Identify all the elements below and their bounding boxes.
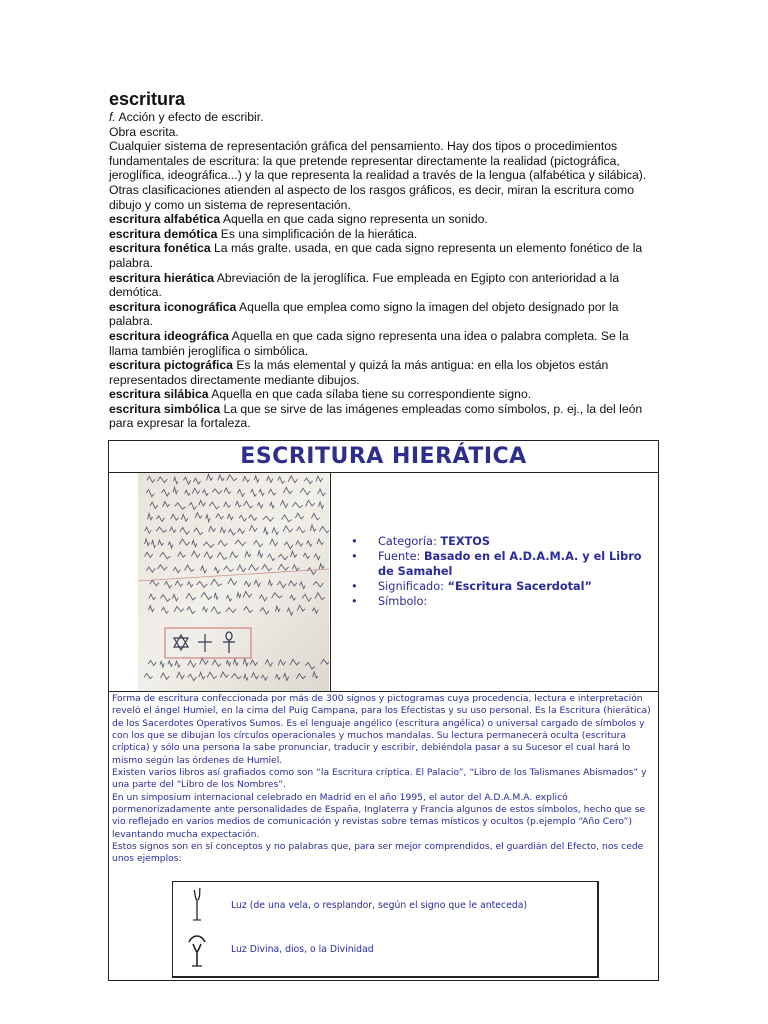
subentry-text: Abreviación de la jeroglífica. Fue empleada en Egipto con anterioridad a la demótica. bbox=[109, 270, 620, 300]
subentry-text: Aquella en que cada signo representa un sonido. bbox=[220, 212, 488, 227]
description-paragraph: Estos signos son en sí conceptos y no palabras que, para ser mejor comprendidos, el guardián del Efecto, nos cede unos ejemplos: bbox=[112, 841, 644, 865]
info-source bbox=[351, 549, 658, 579]
subentry bbox=[109, 241, 657, 270]
subentry bbox=[109, 271, 657, 300]
subentry-term: escritura hierática bbox=[109, 270, 215, 285]
subentry-term: escritura iconográfica bbox=[109, 299, 237, 314]
subentry-text: Es la más elemental y quizá la más antigua: en ella los objetos están representados directamente mediante dibujos. bbox=[109, 358, 609, 387]
subentry bbox=[109, 387, 657, 402]
light-glyph-icon bbox=[185, 886, 209, 924]
subentry bbox=[109, 227, 657, 242]
divine-light-glyph-icon bbox=[185, 932, 209, 970]
subentry-text: Aquella en que cada signo representa una idea o palabra completa. Se la llama también jeroglífica o simbólica. bbox=[109, 328, 629, 358]
card-header-row bbox=[109, 473, 658, 692]
hieratic-card bbox=[108, 440, 659, 981]
manuscript-image-cell bbox=[109, 473, 331, 691]
info-cell bbox=[331, 473, 658, 691]
info-value: TEXTOS bbox=[440, 535, 490, 548]
subentry-term: escritura ideográfica bbox=[109, 328, 229, 343]
entry-sense-3: Cualquier sistema de representación gráfica del pensamiento. Hay dos tipos o procedimientos fundamentales de escritura: la que pretende representar directamente la realidad (pictográfica, jeroglífica, ideográfica...) y la que representa la realidad a través de la lengua (alfabética y silábica). Otras clasificaciones atienden al aspecto de los rasgos gráficos, es decir, miran la escritura como dibujo y como un sistema de representación. bbox=[109, 139, 647, 212]
info-label: Categoría: bbox=[378, 535, 441, 548]
subentry-term: escritura pictográfica bbox=[109, 358, 233, 373]
subentry-term: escritura silábica bbox=[109, 387, 209, 402]
subentry-text: Es una simplificación de la hierática. bbox=[217, 226, 418, 241]
entry-gender: f. bbox=[109, 110, 116, 124]
entry-term: escritura bbox=[109, 89, 186, 109]
example-row bbox=[173, 932, 597, 972]
example-text: Luz Divina, dios, o la Divinidad bbox=[231, 944, 374, 955]
subentry bbox=[109, 402, 657, 431]
subentry-text: La más gralte. usada, en que cada signo representa un elemento fonético de la palabra. bbox=[109, 241, 643, 270]
info-meaning bbox=[351, 579, 658, 594]
subentry bbox=[109, 329, 657, 358]
subentry-text: Aquella que emplea como signo la imagen del objeto designado por la palabra. bbox=[109, 299, 619, 329]
entry-sense-1-text: Acción y efecto de escribir. bbox=[118, 110, 264, 124]
subentry bbox=[109, 358, 657, 387]
subentry-text: Aquella en que cada sílaba tiene su correspondiente signo. bbox=[208, 387, 532, 402]
dictionary-entry bbox=[109, 88, 657, 431]
info-value: Basado en el A.D.A.M.A. y el Libro de Samahel bbox=[378, 550, 642, 578]
info-value: “Escritura Sacerdotal” bbox=[447, 580, 592, 593]
description-paragraph: Forma de escritura confeccionada por más de 300 signos y pictogramas cuya procedencia, lectura e interpretación reveló el ángel Humiel, en la cima del Puig Campana, para los Efectistas y su uso personal. Es la Escritura (hierática) de los Sacerdotes Operativos Sumos. Es el lenguaje angélico (escritura angélica) o universal cargado de símbolos y con los que se dibujan los círculos operacionales y muchos mandalas. Su lectura permanecerá oculta (escritura críptica) y sólo una persona la sabe pronunciar, traducir y escribir, debiéndola pasar a su Sucesor el cual hará lo mismo según las órdenes de Humiel. bbox=[112, 693, 651, 766]
subentry bbox=[109, 300, 657, 329]
info-list bbox=[351, 534, 658, 609]
manuscript-photo bbox=[138, 473, 329, 691]
info-label: Fuente: bbox=[378, 550, 424, 563]
examples-table bbox=[172, 881, 599, 978]
entry-sense-2: Obra escrita. bbox=[109, 124, 179, 139]
info-label: Significado: bbox=[378, 580, 448, 593]
example-text: Luz (de una vela, o resplandor, según el signo que le anteceda) bbox=[231, 900, 528, 911]
subentry-term: escritura alfabética bbox=[109, 212, 221, 227]
card-title: ESCRITURA HIERÁTICA bbox=[109, 441, 658, 473]
info-label: Símbolo: bbox=[378, 595, 428, 608]
card-description bbox=[109, 692, 658, 866]
subentry bbox=[109, 212, 657, 227]
description-paragraph: En un simposium internacional celebrado en Madrid en el año 1995, el autor del A.D.A.M.A. explicó pormenorizadamente ante personalidades de España, Inglaterra y Francia algunos de estos símbolos, hecho que se vio reflejado en varios medios de comunicación y revistas sobre temas místicos y ocultos (p.ejemplo “Año Cero”) levantando mucha expectación. bbox=[112, 791, 646, 840]
example-row bbox=[173, 886, 597, 926]
entry-sense-1 bbox=[109, 110, 657, 125]
subentry-term: escritura demótica bbox=[109, 226, 218, 241]
description-paragraph: Existen varios libros así grafiados como son “la Escritura críptica. El Palacio”, “Libro de los Talismanes Abismados” y una parte del “Libro de los Nombres”. bbox=[112, 767, 647, 791]
info-symbol bbox=[351, 594, 658, 609]
subentry-list bbox=[109, 212, 657, 431]
info-category bbox=[351, 534, 658, 549]
subentry-term: escritura simbólica bbox=[109, 401, 221, 416]
subentry-text: La que se sirve de las imágenes empleadas como símbolos, p. ej., la del león para expresar la fortaleza. bbox=[109, 401, 643, 431]
subentry-term: escritura fonética bbox=[109, 241, 211, 256]
